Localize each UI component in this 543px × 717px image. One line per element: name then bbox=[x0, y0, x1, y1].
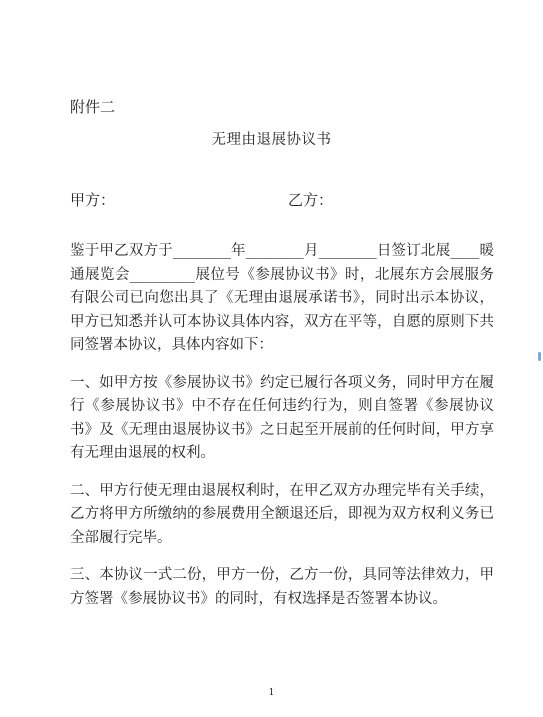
document-title: 无理由退展协议书 bbox=[211, 132, 332, 148]
party-b-label: 乙方： bbox=[288, 191, 334, 209]
clause-three-paragraph: 三、本协议一式二份，甲方一份，乙方一份，具同等法律效力，甲方签署《参展协议书》的同时，有权选择是否签署本协议。 bbox=[70, 567, 494, 607]
clause-one-paragraph: 一、如甲方按《参展协议书》约定已履行各项义务，同时甲方在履行《参展协议书》中不存在任何违约行为，则自签署《参展协议书》及《无理由退展协议书》之日起至开展前的任何时间，甲方享有无理由退展的权利。 bbox=[70, 374, 494, 461]
preamble-paragraph: 鉴于甲乙双方于________年________月________日签订北展____暖通展览会_________展位号《参展协议书》时，北展东方会展服务有限公司已向您出具了《无理由退展承诺书》，同时出示本协议，甲方已知悉并认可本协议具体内容，双方在平等，自愿的原则下共同签署本协议，具体内容如下： bbox=[70, 243, 494, 353]
attachment-label: 附件二 bbox=[70, 98, 116, 116]
page-number: 1 bbox=[268, 688, 275, 698]
document-body bbox=[70, 240, 494, 625]
party-a-label: 甲方： bbox=[70, 191, 116, 209]
clause-two-paragraph: 二、甲方行使无理由退展权利时，在甲乙双方办理完毕有关手续，乙方将甲方所缴纳的参展费用全额退还后，即视为双方权利义务已全部履行完毕。 bbox=[70, 482, 494, 546]
edge-marker bbox=[538, 352, 541, 361]
